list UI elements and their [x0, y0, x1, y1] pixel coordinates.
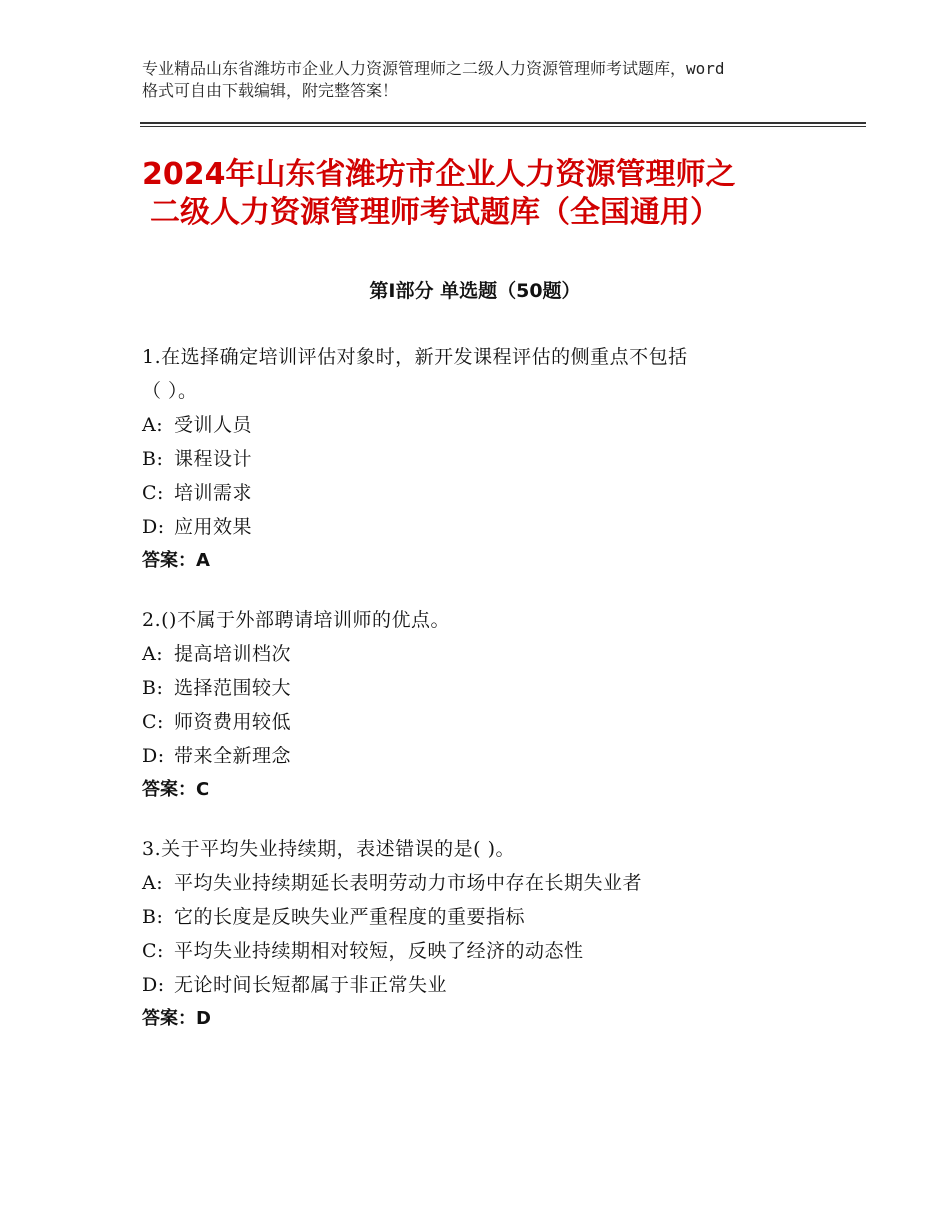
question-2 [142, 603, 842, 807]
option-letter: D: [142, 974, 165, 996]
document-title [142, 156, 842, 232]
header-divider-thick [140, 122, 866, 124]
option-d [142, 510, 842, 544]
option-text: 提高培训档次 [174, 643, 292, 665]
option-letter: B: [142, 448, 164, 470]
option-d [142, 739, 842, 773]
answer-label: 答案：C [142, 779, 210, 800]
section-heading: 第Ⅰ部分 单选题（50题） [369, 280, 581, 302]
option-text: 它的长度是反映失业严重程度的重要指标 [174, 906, 526, 928]
question-stem-continued: （ ）。 [142, 380, 198, 402]
option-text: 带来全新理念 [174, 745, 292, 767]
option-letter: C: [142, 940, 164, 962]
option-b [142, 671, 842, 705]
option-letter: C: [142, 711, 164, 733]
header-note-line2: 格式可自由下载编辑，附完整答案！ [142, 81, 399, 100]
option-text: 无论时间长短都属于非正常失业 [174, 974, 448, 996]
header-divider-thin [140, 126, 866, 127]
option-text: 师资费用较低 [174, 711, 292, 733]
option-text: 平均失业持续期相对较短，反映了经济的动态性 [174, 940, 584, 962]
option-letter: B: [142, 677, 164, 699]
option-d [142, 968, 842, 1002]
option-letter: A: [142, 872, 164, 894]
option-text: 平均失业持续期延长表明劳动力市场中存在长期失业者 [174, 872, 643, 894]
option-letter: A: [142, 414, 164, 436]
option-text: 课程设计 [174, 448, 253, 470]
question-stem: 3.关于平均失业持续期，表述错误的是( )。 [142, 838, 515, 860]
option-letter: C: [142, 482, 164, 504]
header-note [142, 58, 842, 102]
option-a [142, 637, 842, 671]
option-letter: D: [142, 516, 165, 538]
question-stem: 2.()不属于外部聘请培训师的优点。 [142, 609, 450, 631]
option-b [142, 900, 842, 934]
question-1 [142, 340, 842, 578]
question-3 [142, 832, 842, 1036]
option-c [142, 476, 842, 510]
option-text: 应用效果 [174, 516, 253, 538]
option-letter: D: [142, 745, 165, 767]
question-list [142, 340, 842, 1061]
option-letter: A: [142, 643, 164, 665]
option-b [142, 442, 842, 476]
option-c [142, 705, 842, 739]
document-title-line1: 2024年山东省潍坊市企业人力资源管理师之 [142, 157, 736, 192]
option-text: 培训需求 [174, 482, 253, 504]
document-title-line2: 二级人力资源管理师考试题库（全国通用） [150, 195, 720, 230]
question-stem: 1.在选择确定培训评估对象时，新开发课程评估的侧重点不包括 [142, 346, 688, 368]
answer-label: 答案：A [142, 550, 210, 571]
answer-label: 答案：D [142, 1008, 211, 1029]
option-a [142, 866, 842, 900]
option-a [142, 408, 842, 442]
option-text: 受训人员 [174, 414, 253, 436]
option-letter: B: [142, 906, 164, 928]
header-note-line1: 专业精品山东省潍坊市企业人力资源管理师之二级人力资源管理师考试题库，word [142, 59, 725, 78]
option-text: 选择范围较大 [174, 677, 292, 699]
option-c [142, 934, 842, 968]
